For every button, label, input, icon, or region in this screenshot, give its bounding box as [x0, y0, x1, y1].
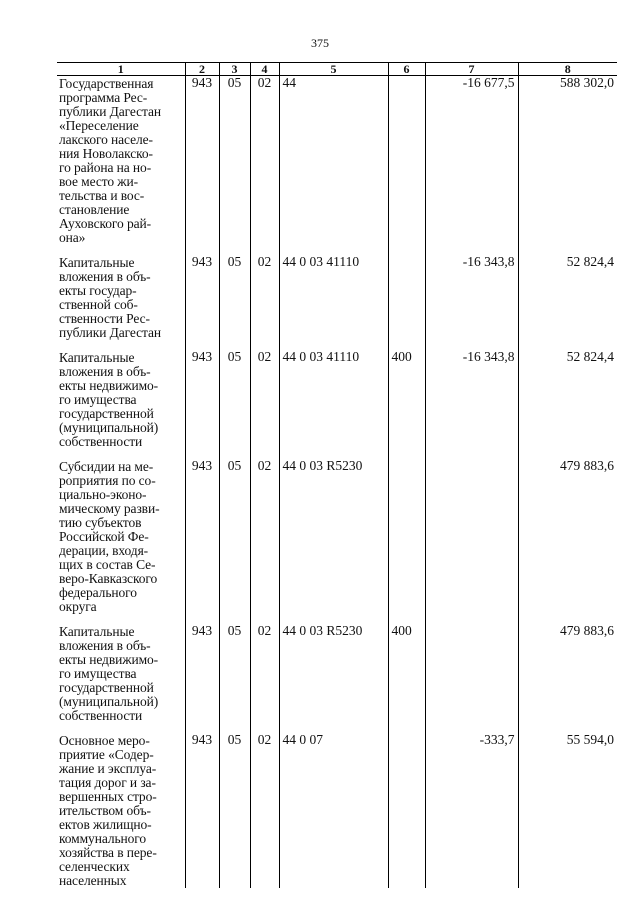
row-name-cell: Основное меро- приятие «Содер- жание и эксплуа- тация дорог и за- вершенных стро- ительством объ- ектов жилищно- коммунального хозяйства в пере- селенческих населенных	[59, 733, 157, 888]
header-col-6: 6	[388, 63, 425, 76]
subsection-cell: 02	[250, 459, 279, 614]
total-amount-cell: 479 883,6	[518, 459, 617, 614]
table-header	[57, 63, 617, 76]
row-name-cell: Субсидии на ме- роприятия по со- циально-эконо- мическому разви- тию субъектов Российской Фе- дерации, входя- щих в состав Се- веро-Кавказского федерального округа	[59, 459, 160, 614]
header-col-1: 1	[57, 63, 185, 76]
section-cell: 05	[219, 624, 250, 723]
target-article-cell: 44	[279, 76, 388, 246]
section-cell: 05	[219, 459, 250, 614]
change-amount-cell: -333,7	[425, 733, 518, 888]
subsection-cell: 02	[250, 350, 279, 449]
change-amount-cell: -16 343,8	[425, 255, 518, 340]
header-col-4: 4	[250, 63, 279, 76]
expense-type-cell: 400	[388, 624, 425, 723]
total-amount-cell: 52 824,4	[518, 255, 617, 340]
grbs-cell: 943	[185, 459, 219, 614]
header-col-7: 7	[425, 63, 518, 76]
table-row	[57, 350, 617, 449]
table-row	[57, 624, 617, 723]
header-col-3: 3	[219, 63, 250, 76]
target-article-cell: 44 0 03 41110	[279, 255, 388, 340]
subsection-cell: 02	[250, 255, 279, 340]
change-amount-cell	[425, 624, 518, 723]
table-row	[57, 76, 617, 246]
total-amount-cell: 588 302,0	[518, 76, 617, 246]
target-article-cell: 44 0 03 R5230	[279, 624, 388, 723]
section-cell: 05	[219, 733, 250, 888]
row-name-cell: Капитальные вложения в объ- екты государ- ственной соб- ственности Рес- публики Дагестан	[59, 255, 162, 340]
change-amount-cell	[425, 459, 518, 614]
budget-table	[57, 62, 617, 888]
subsection-cell: 02	[250, 624, 279, 723]
target-article-cell: 44 0 03 41110	[279, 350, 388, 449]
expense-type-cell	[388, 76, 425, 246]
change-amount-cell: -16 343,8	[425, 350, 518, 449]
total-amount-cell: 52 824,4	[518, 350, 617, 449]
grbs-cell: 943	[185, 733, 219, 888]
expense-type-cell	[388, 459, 425, 614]
total-amount-cell: 479 883,6	[518, 624, 617, 723]
row-name-cell: Капитальные вложения в объ- екты недвижимо- го имущества государственной (муниципальной) собственности	[59, 350, 159, 449]
expense-type-cell: 400	[388, 350, 425, 449]
target-article-cell: 44 0 07	[279, 733, 388, 888]
header-row	[57, 63, 617, 76]
page-number: 375	[311, 36, 329, 50]
target-article-cell: 44 0 03 R5230	[279, 459, 388, 614]
expense-type-cell	[388, 255, 425, 340]
grbs-cell: 943	[185, 76, 219, 246]
table-row	[57, 459, 617, 614]
total-amount-cell: 55 594,0	[518, 733, 617, 888]
section-cell: 05	[219, 255, 250, 340]
row-name-cell: Государственная программа Рес- публики Дагестан «Переселение лакского населе- ния Новолакско- го района на но- вое место жи- тельства и вос- становление Ауховского рай- она»	[59, 76, 162, 245]
table-row	[57, 733, 617, 888]
subsection-cell: 02	[250, 76, 279, 246]
section-cell: 05	[219, 350, 250, 449]
section-cell: 05	[219, 76, 250, 246]
row-name-cell: Капитальные вложения в объ- екты недвижимо- го имущества государственной (муниципальной) собственности	[59, 624, 159, 723]
grbs-cell: 943	[185, 255, 219, 340]
row-spacer	[57, 723, 617, 733]
grbs-cell: 943	[185, 350, 219, 449]
header-col-8: 8	[518, 63, 617, 76]
table-body	[57, 76, 617, 889]
table-row	[57, 255, 617, 340]
header-col-2: 2	[185, 63, 219, 76]
subsection-cell: 02	[250, 733, 279, 888]
expense-type-cell	[388, 733, 425, 888]
change-amount-cell: -16 677,5	[425, 76, 518, 246]
header-col-5: 5	[279, 63, 388, 76]
grbs-cell: 943	[185, 624, 219, 723]
